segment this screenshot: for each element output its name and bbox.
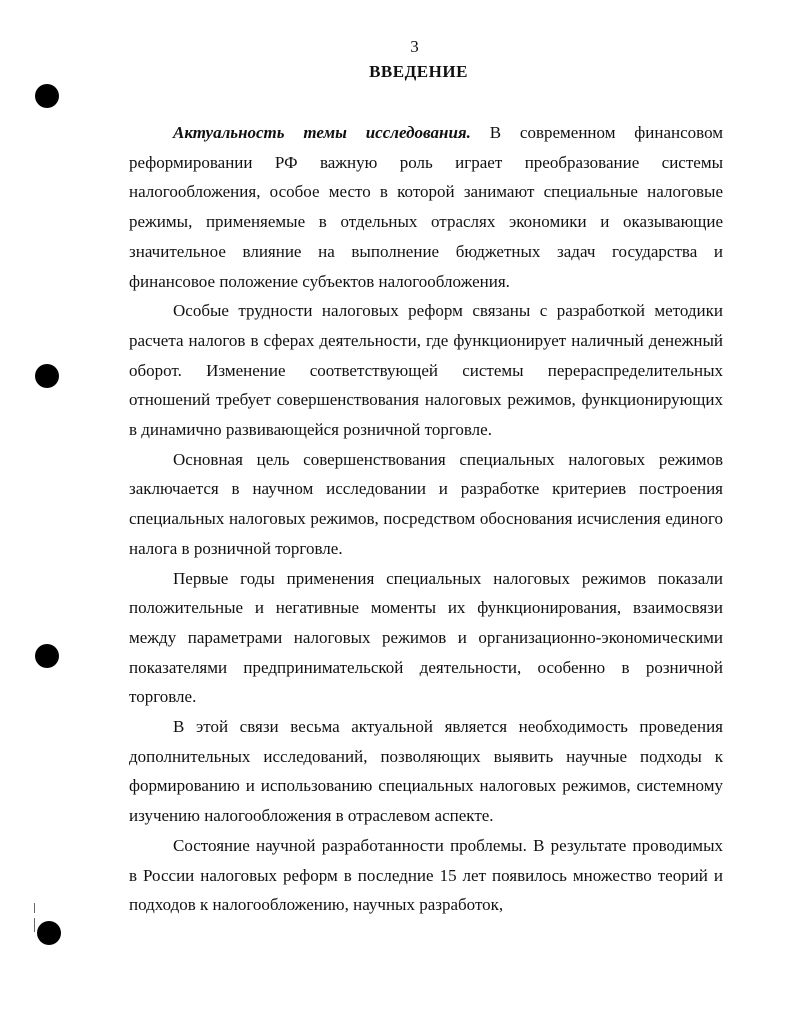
binder-hole-3 <box>35 644 59 668</box>
paragraph <box>129 831 723 920</box>
paragraph <box>129 296 723 445</box>
binder-hole-4 <box>37 921 61 945</box>
paragraph-text: В этой связи весьма актуальной является необходимость проведения дополнительных исследований, позволяющих выявить научные подходы к формированию и использованию специальных налоговых режимов, системному изучению налогообложения в отраслевом аспекте. <box>129 717 723 826</box>
paragraph-text: Особые трудности налоговых реформ связаны с разработкой методики расчета налогов в сферах деятельности, где функционирует наличный денежный оборот. Изменение соответствующей системы перераспределительных отношений требует совершенствования налоговых режимов, функционирующих в динамично развивающейся розничной торговле. <box>129 301 723 440</box>
paragraph-text: В современном финансовом реформировании РФ важную роль играет преобразование системы налогообложения, особое место в которой занимают специальные налоговые режимы, применяемые в отдельных отраслях экономики и оказывающие значительное влияние на выполнение бюджетных задач государства и финансовое положение субъектов налогообложения. <box>129 123 723 291</box>
paragraph-text: Первые годы применения специальных налоговых режимов показали положительные и негативные моменты их функционирования, взаимосвязи между параметрами налоговых режимов и организационно-экономическими показателями предпринимательской деятельности, особенно в розничной торговле. <box>129 568 723 707</box>
paragraph <box>129 564 723 713</box>
paragraph <box>129 712 723 831</box>
binder-hole-2 <box>35 364 59 388</box>
paragraph-text: Состояние научной разработанности проблемы. В результате проводимых в России налоговых реформ в последние 15 лет появилось множество теорий и подходов к налогообложению, научных разработок, <box>129 835 723 915</box>
paragraph-text: Основная цель совершенствования специальных налоговых режимов заключается в научном исследовании и разработке критериев построения специальных налоговых режимов, посредством обоснования исчисления единого налога в розничной торговле. <box>129 449 723 558</box>
paragraph-lead: Актуальность темы исследования. <box>173 123 471 142</box>
page-title: ВВЕДЕНИЕ <box>369 62 468 81</box>
body-text <box>129 118 723 920</box>
scan-mark <box>34 918 35 932</box>
paragraph <box>129 445 723 564</box>
scan-mark <box>34 903 35 913</box>
page-number: 3 <box>410 37 419 56</box>
paragraph <box>129 118 723 296</box>
binder-hole-1 <box>35 84 59 108</box>
